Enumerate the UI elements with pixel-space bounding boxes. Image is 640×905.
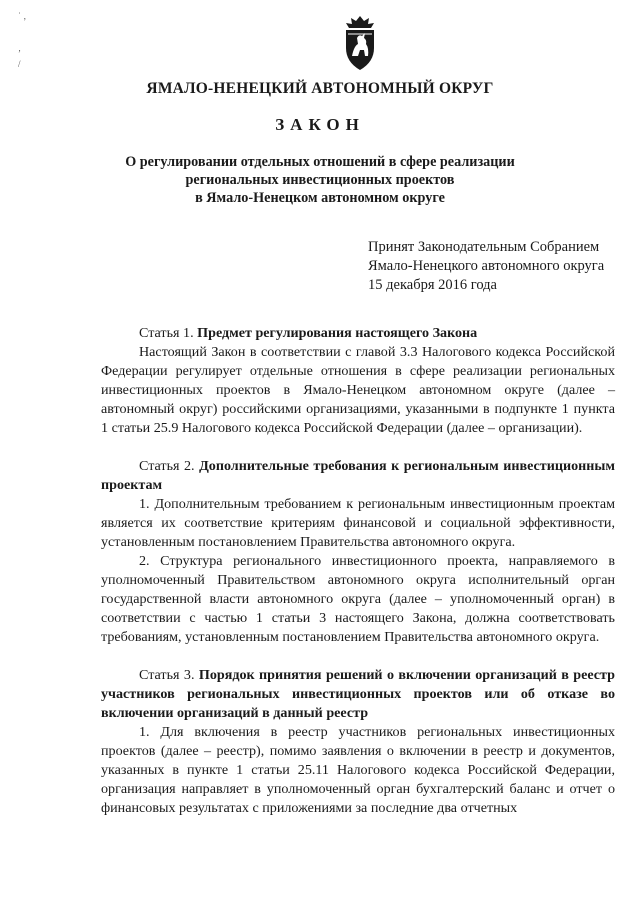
article-paragraph: 1. Для включения в реестр участников региональных инвестиционных проектов (далее – реестр), помимо заявления о включении в реестр и документов, указанных в пункте 1 статьи 25.11 Налогового кодекса Российской Федерации, организация направляет в уполномоченный орган бухгалтерский баланс и отчет о финансовых результатах с приложениями за последние два отчетных bbox=[101, 724, 615, 816]
law-title-line: в Ямало-Ненецком автономном округе bbox=[195, 190, 445, 206]
region-name: ЯМАЛО-НЕНЕЦКИЙ АВТОНОМНЫЙ ОКРУГ bbox=[146, 80, 494, 97]
coat-of-arms-icon bbox=[338, 14, 382, 72]
law-title bbox=[110, 153, 530, 207]
article-1 bbox=[101, 324, 615, 438]
article-2 bbox=[101, 457, 615, 647]
article-number: Статья 1. bbox=[139, 325, 194, 341]
article-paragraph: 2. Структура регионального инвестиционного проекта, направляемого в уполномоченный Правительством автономного округа исполнительный орган государственной власти автономного округа (далее – уполномоченный орган) в соответствии с частью 1 статьи 3 настоящего Закона, должна соответствовать требованиям, установленным постановлением Правительства автономного округа. bbox=[101, 553, 615, 645]
margin-marks: ˙ ‚ ‚ / bbox=[18, 11, 27, 69]
law-body bbox=[101, 324, 615, 837]
article-number: Статья 3. bbox=[139, 667, 195, 683]
article-heading bbox=[101, 666, 615, 723]
article-title: Дополнительные требования к региональным инвестиционным проектам bbox=[101, 458, 615, 493]
law-title-line: региональных инвестиционных проектов bbox=[185, 172, 455, 188]
law-title-line: О регулировании отдельных отношений в сфере реализации bbox=[125, 154, 515, 170]
article-title: Порядок принятия решений о включении организаций в реестр участников региональных инвестиционных проектов или об отказе во включении организаций в данный реестр bbox=[101, 667, 615, 721]
article-number: Статья 2. bbox=[139, 458, 195, 474]
article-heading bbox=[101, 457, 615, 495]
article-paragraph: Настоящий Закон в соответствии с главой 3.3 Налогового кодекса Российской Федерации регулирует отдельные отношения в сфере реализации региональных инвестиционных проектов в Ямало-Ненецком автономном округе (далее – автономный округ) российскими организациями, указанными в подпункте 1 пункта 1 статьи 25.9 Налогового кодекса Российской Федерации (далее – организации). bbox=[101, 344, 615, 436]
article-paragraph: 1. Дополнительным требованием к региональным инвестиционным проектам является их соответствие критериям финансовой и социальной эффективности, установленным постановлением Правительства автономного округа. bbox=[101, 496, 615, 550]
article-title: Предмет регулирования настоящего Закона bbox=[197, 325, 478, 341]
article-heading bbox=[101, 324, 615, 343]
adoption-date: 15 декабря 2016 года bbox=[368, 277, 497, 293]
document-type: ЗАКОН bbox=[275, 115, 365, 134]
adoption-note bbox=[368, 238, 628, 295]
adoption-line: Ямало-Ненецкого автономного округа bbox=[368, 258, 605, 274]
adoption-line: Принят Законодательным Собранием bbox=[368, 239, 600, 255]
article-3 bbox=[101, 666, 615, 818]
